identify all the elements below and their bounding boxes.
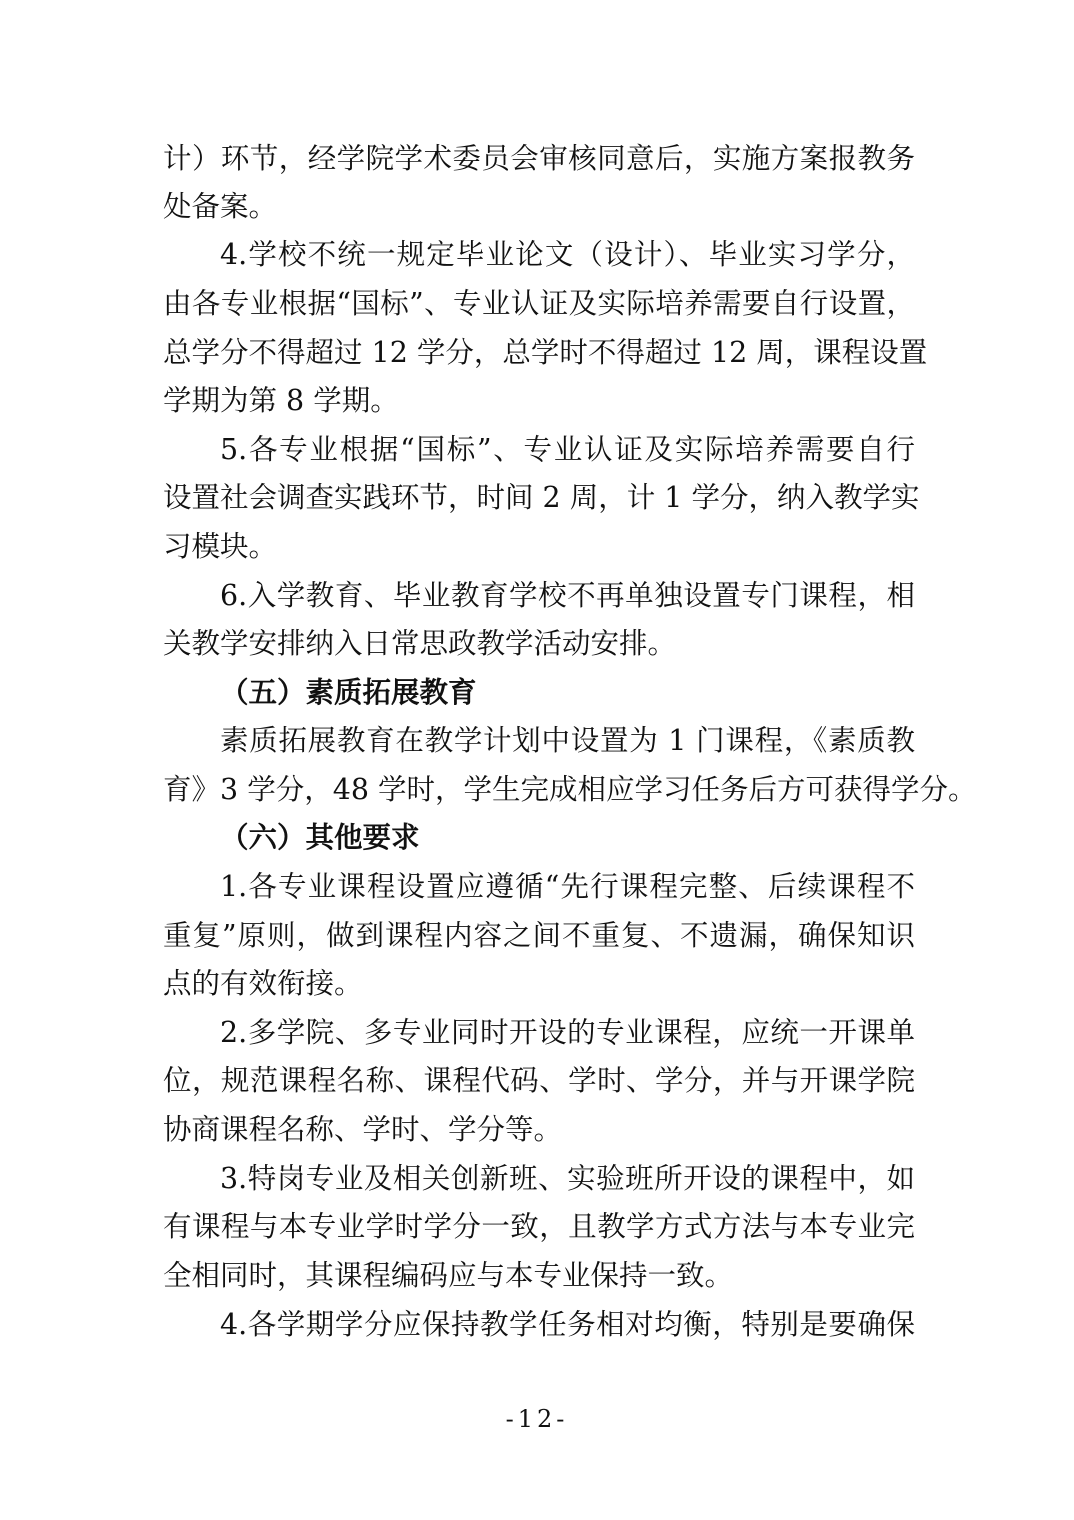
text-line: 位，规范课程名称、课程代码、学时、学分，并与开课学院 xyxy=(163,1064,915,1097)
text-line: 全相同时，其课程编码应与本专业保持一致。 xyxy=(163,1259,734,1292)
text-line: 素质拓展教育在教学计划中设置为 1 门课程，《素质教 xyxy=(220,724,915,757)
text-line: 处备案。 xyxy=(163,190,278,223)
text-line: 关教学安排纳入日常思政教学活动安排。 xyxy=(163,627,677,660)
text-line: 4.各学期学分应保持教学任务相对均衡，特别是要确保 xyxy=(220,1308,915,1341)
page-number: -12- xyxy=(505,1405,569,1433)
text-line: 育》3 学分，48 学时，学生完成相应学习任务后方可获得学分。 xyxy=(163,773,977,806)
text-line: 3.特岗专业及相关创新班、实验班所开设的课程中，如 xyxy=(220,1162,915,1195)
text-line: 设置社会调查实践环节，时间 2 周，计 1 学分，纳入教学实 xyxy=(163,481,920,514)
text-line: 4.学校不统一规定毕业论文（设计）、毕业实习学分， xyxy=(220,238,915,271)
text-line: 点的有效衔接。 xyxy=(163,967,363,1000)
text-line: 有课程与本专业学时学分一致，且教学方式方法与本专业完 xyxy=(163,1210,915,1243)
section-heading: （五）素质拓展教育 xyxy=(220,676,477,709)
text-line: 由各专业根据“国标”、专业认证及实际培养需要自行设置， xyxy=(163,287,915,320)
text-line: 5.各专业根据“国标”、专业认证及实际培养需要自行 xyxy=(220,433,915,466)
text-line: 6.入学教育、毕业教育学校不再单独设置专门课程，相 xyxy=(220,579,915,612)
text-line: 学期为第 8 学期。 xyxy=(163,384,399,417)
text-line: 计）环节，经学院学术委员会审核同意后，实施方案报教务 xyxy=(163,142,915,175)
text-line: 重复”原则，做到课程内容之间不重复、不遗漏，确保知识 xyxy=(163,919,915,952)
text-line: 习模块。 xyxy=(163,530,278,563)
text-line: 总学分不得超过 12 学分，总学时不得超过 12 周，课程设置 xyxy=(163,336,928,369)
section-heading: （六）其他要求 xyxy=(220,821,420,854)
text-line: 协商课程名称、学时、学分等。 xyxy=(163,1113,563,1146)
text-line: 2.多学院、多专业同时开设的专业课程，应统一开课单 xyxy=(220,1016,915,1049)
text-line: 1.各专业课程设置应遵循“先行课程完整、后续课程不 xyxy=(220,870,915,903)
